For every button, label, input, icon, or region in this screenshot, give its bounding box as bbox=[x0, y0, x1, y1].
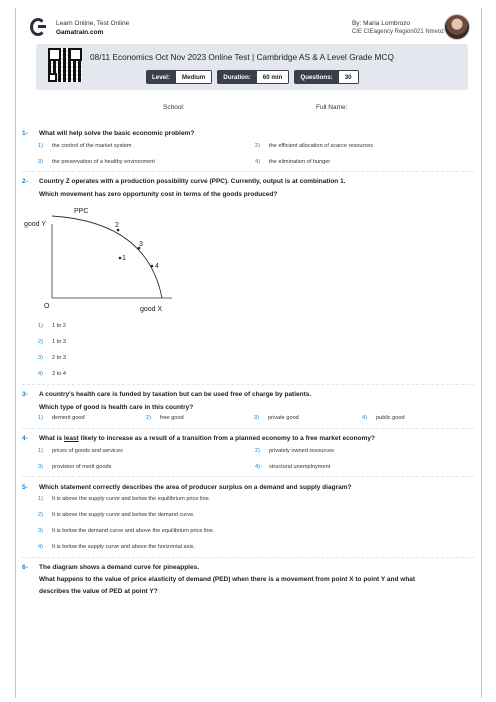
brand bbox=[30, 18, 129, 38]
option[interactable]: 2) the efficient allocation of scarce resources bbox=[255, 143, 374, 149]
option[interactable]: 1) demerit good bbox=[38, 415, 85, 421]
avatar bbox=[444, 14, 470, 40]
svg-text:2: 2 bbox=[115, 222, 119, 229]
option[interactable]: 4) structural unemployment bbox=[255, 464, 331, 470]
question-text: The diagram shows a demand curve for pineapples. bbox=[39, 564, 200, 571]
question-text-2: Which movement has zero opportunity cost in terms of the goods produced? bbox=[39, 191, 278, 198]
option[interactable]: 4) the elimination of hunger bbox=[255, 159, 331, 165]
duration-badge: Duration: 60 min bbox=[217, 70, 289, 84]
question-text-3: describes the value of PED at point Y? bbox=[39, 588, 158, 595]
option[interactable]: 1) It is above the supply curve and below the equilibrium price line. bbox=[38, 496, 211, 502]
option[interactable]: 3) 2 to 3 bbox=[38, 355, 66, 361]
question-text-2: What happens to the value of price elasticity of demand (PED) when there is a movement from point X to point Y and what bbox=[39, 576, 416, 583]
question-text: What will help solve the basic economic problem? bbox=[39, 130, 195, 137]
y-axis-label: good Y bbox=[24, 221, 47, 228]
option[interactable]: 3) private good bbox=[254, 415, 299, 421]
option[interactable]: 3) provision of merit goods bbox=[38, 464, 112, 470]
question-text: Country Z operates with a production possibility curve (PPC). Currently, output is at combination 1. bbox=[39, 178, 346, 185]
test-banner bbox=[36, 44, 468, 90]
option[interactable]: 2) privately owned resources bbox=[255, 448, 334, 454]
option[interactable]: 1) the control of the market system bbox=[38, 143, 132, 149]
option[interactable]: 2) free good bbox=[146, 415, 184, 421]
svg-text:1: 1 bbox=[122, 255, 126, 262]
x-axis-label: good X bbox=[140, 306, 163, 313]
site-link[interactable]: Gamatrain.com bbox=[56, 29, 104, 36]
origin-label: O bbox=[44, 303, 50, 310]
option[interactable]: 4) 3 to 4 bbox=[38, 371, 66, 377]
qr-code-icon[interactable] bbox=[48, 48, 82, 82]
point-1 bbox=[119, 257, 122, 260]
option[interactable]: 2) It is above the supply curve and below the demand curve. bbox=[38, 512, 195, 518]
questions-badge: Questions: 30 bbox=[294, 70, 358, 84]
author-id: CIE CIEagency Region021 Nmvoz bbox=[351, 29, 444, 35]
test-meta bbox=[146, 70, 359, 84]
point-2 bbox=[117, 229, 120, 232]
option[interactable]: 3) It is below the demand curve and above the equilibrium price line. bbox=[38, 528, 215, 534]
ppc-diagram bbox=[22, 204, 182, 319]
point-4 bbox=[151, 265, 154, 268]
question-text: A country's health care is funded by taxation but can be used free of charge by patients. bbox=[39, 391, 312, 398]
gamatrain-logo-icon bbox=[30, 18, 50, 38]
school-field[interactable]: School: bbox=[163, 104, 185, 111]
question-text-2: Which type of good is health care in this country? bbox=[39, 404, 194, 411]
option[interactable]: 1) prices of goods and services bbox=[38, 448, 123, 454]
curve-label: PPC bbox=[74, 208, 89, 215]
option[interactable]: 4) public good bbox=[362, 415, 405, 421]
question-text: Which statement correctly describes the area of producer surplus on a demand and supply diagram? bbox=[39, 484, 352, 491]
test-title: 08/11 Economics Oct Nov 2023 Online Test | Cambridge AS & A Level Grade MCQ bbox=[90, 52, 394, 62]
option[interactable]: 4) It is below the supply curve and above the horizontal axis. bbox=[38, 544, 196, 550]
full-name-field[interactable]: Full Name: bbox=[316, 104, 348, 111]
option[interactable]: 1) 1 to 2 bbox=[38, 323, 66, 329]
level-badge: Level: Medium bbox=[146, 70, 212, 84]
tagline: Learn Online, Test Online bbox=[56, 20, 130, 27]
svg-text:4: 4 bbox=[155, 263, 159, 270]
option[interactable]: 3) the preservation of a healthy environment bbox=[38, 159, 155, 165]
author-name: By: Maria Lombrozo bbox=[351, 20, 411, 27]
svg-text:3: 3 bbox=[139, 241, 143, 248]
ppc-curve bbox=[52, 216, 162, 298]
author-block bbox=[352, 19, 444, 37]
question-text: What is least likely to increase as a result of a transition from a planned economy to a free market economy? bbox=[39, 435, 375, 442]
option[interactable]: 2) 1 to 3 bbox=[38, 339, 66, 345]
